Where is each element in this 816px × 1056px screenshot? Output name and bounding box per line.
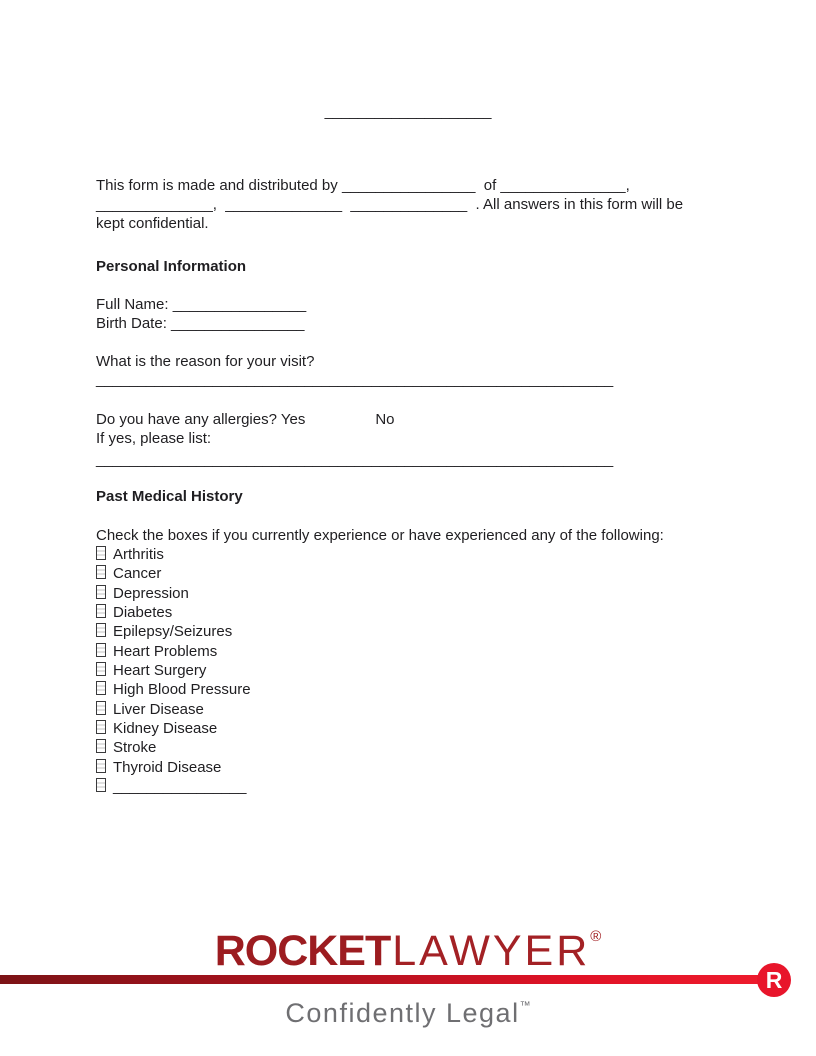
logo-lawyer-text: LAWYER (392, 927, 591, 975)
checkbox-icon[interactable] (96, 759, 106, 773)
checkbox-label: Diabetes (113, 604, 173, 622)
allergies-option-yes[interactable]: Yes (280, 411, 306, 428)
allergies-row (96, 410, 720, 429)
checkbox-label: Depression (113, 584, 189, 602)
checkbox-icon[interactable] (96, 565, 106, 579)
checkbox-label: Thyroid Disease (113, 758, 222, 776)
checkbox-item-kidney-disease (96, 719, 720, 738)
intro-line-3: kept confidential. (96, 215, 209, 232)
checkbox-icon[interactable] (96, 701, 106, 715)
birth-date-row (96, 314, 720, 333)
checkbox-icon[interactable] (96, 739, 106, 753)
checkbox-label: Arthritis (113, 546, 164, 563)
checkbox-item-other (96, 777, 720, 796)
checklist-instruction: Check the boxes if you currently experience or have experienced any of the following: (96, 527, 664, 544)
checkbox-label: Cancer (113, 565, 162, 583)
intro-line-2: ______________, ______________ ______________ . All answers in this form will be (96, 196, 684, 213)
birth-date-label: Birth Date: (96, 315, 172, 332)
birth-date-blank[interactable]: ________________ (171, 315, 305, 332)
checkbox-item-epilepsy-seizures (96, 622, 720, 641)
checkbox-icon[interactable] (96, 623, 106, 637)
checkbox-icon[interactable] (96, 681, 106, 695)
registered-trademark-icon: ® (590, 928, 602, 945)
if-yes-label: If yes, please list: (96, 430, 212, 447)
allergies-question: Do you have any allergies? (96, 411, 281, 428)
checkbox-label: Kidney Disease (113, 720, 218, 738)
checkbox-label: Heart Problems (113, 642, 218, 660)
visit-reason-question: What is the reason for your visit? (96, 353, 315, 370)
checkbox-item-cancer (96, 564, 720, 583)
checkbox-icon[interactable] (96, 546, 106, 560)
brand-rule-line (0, 975, 766, 984)
checkbox-icon[interactable] (96, 662, 106, 676)
trademark-icon: ™ (519, 1000, 531, 1012)
checkbox-icon[interactable] (96, 720, 106, 734)
medical-history-checklist (96, 545, 720, 796)
checkbox-item-thyroid-disease (96, 758, 720, 777)
full-name-blank[interactable]: ________________ (172, 296, 307, 313)
checkbox-item-heart-problems (96, 642, 720, 661)
checkbox-icon[interactable] (96, 643, 106, 657)
checkbox-item-heart-surgery (96, 661, 720, 680)
intro-paragraph (96, 176, 720, 233)
tagline-text: Confidently Legal (285, 998, 520, 1028)
checkbox-item-diabetes (96, 603, 720, 622)
full-name-label: Full Name: (96, 296, 173, 313)
checkbox-label: Stroke (113, 739, 157, 757)
past-medical-history-heading: Past Medical History (96, 488, 243, 505)
logo-rocket-text: ROCKET (214, 927, 391, 975)
checkbox-item-depression (96, 584, 720, 603)
allergies-answer-blank[interactable]: ______________________________________________________________ (96, 451, 614, 468)
brand-tagline (0, 989, 816, 1030)
visit-reason-answer-blank[interactable]: ______________________________________________________________ (96, 371, 614, 388)
personal-information-heading: Personal Information (96, 258, 247, 275)
checkbox-icon[interactable] (96, 585, 106, 599)
checkbox-item-high-blood-pressure (96, 680, 720, 699)
checkbox-icon[interactable] (96, 604, 106, 618)
checkbox-label: Heart Surgery (113, 662, 207, 680)
checkbox-icon[interactable] (96, 778, 106, 792)
rocketlawyer-logo (0, 916, 816, 975)
other-condition-blank[interactable]: ________________ (113, 778, 247, 796)
checkbox-item-stroke (96, 738, 720, 757)
intro-line-1: This form is made and distributed by ________________ of _______________, (96, 177, 630, 194)
checkbox-label: Epilepsy/Seizures (113, 623, 233, 641)
allergies-option-no[interactable]: No (375, 411, 395, 428)
checkbox-label: High Blood Pressure (113, 681, 251, 699)
checkbox-item-arthritis (96, 545, 720, 564)
checkbox-item-liver-disease (96, 700, 720, 719)
checkbox-label: Liver Disease (113, 700, 204, 718)
full-name-row (96, 295, 720, 314)
rocketlawyer-r-badge-icon: R (757, 963, 791, 997)
form-title-blank[interactable]: ____________________ (324, 103, 492, 120)
